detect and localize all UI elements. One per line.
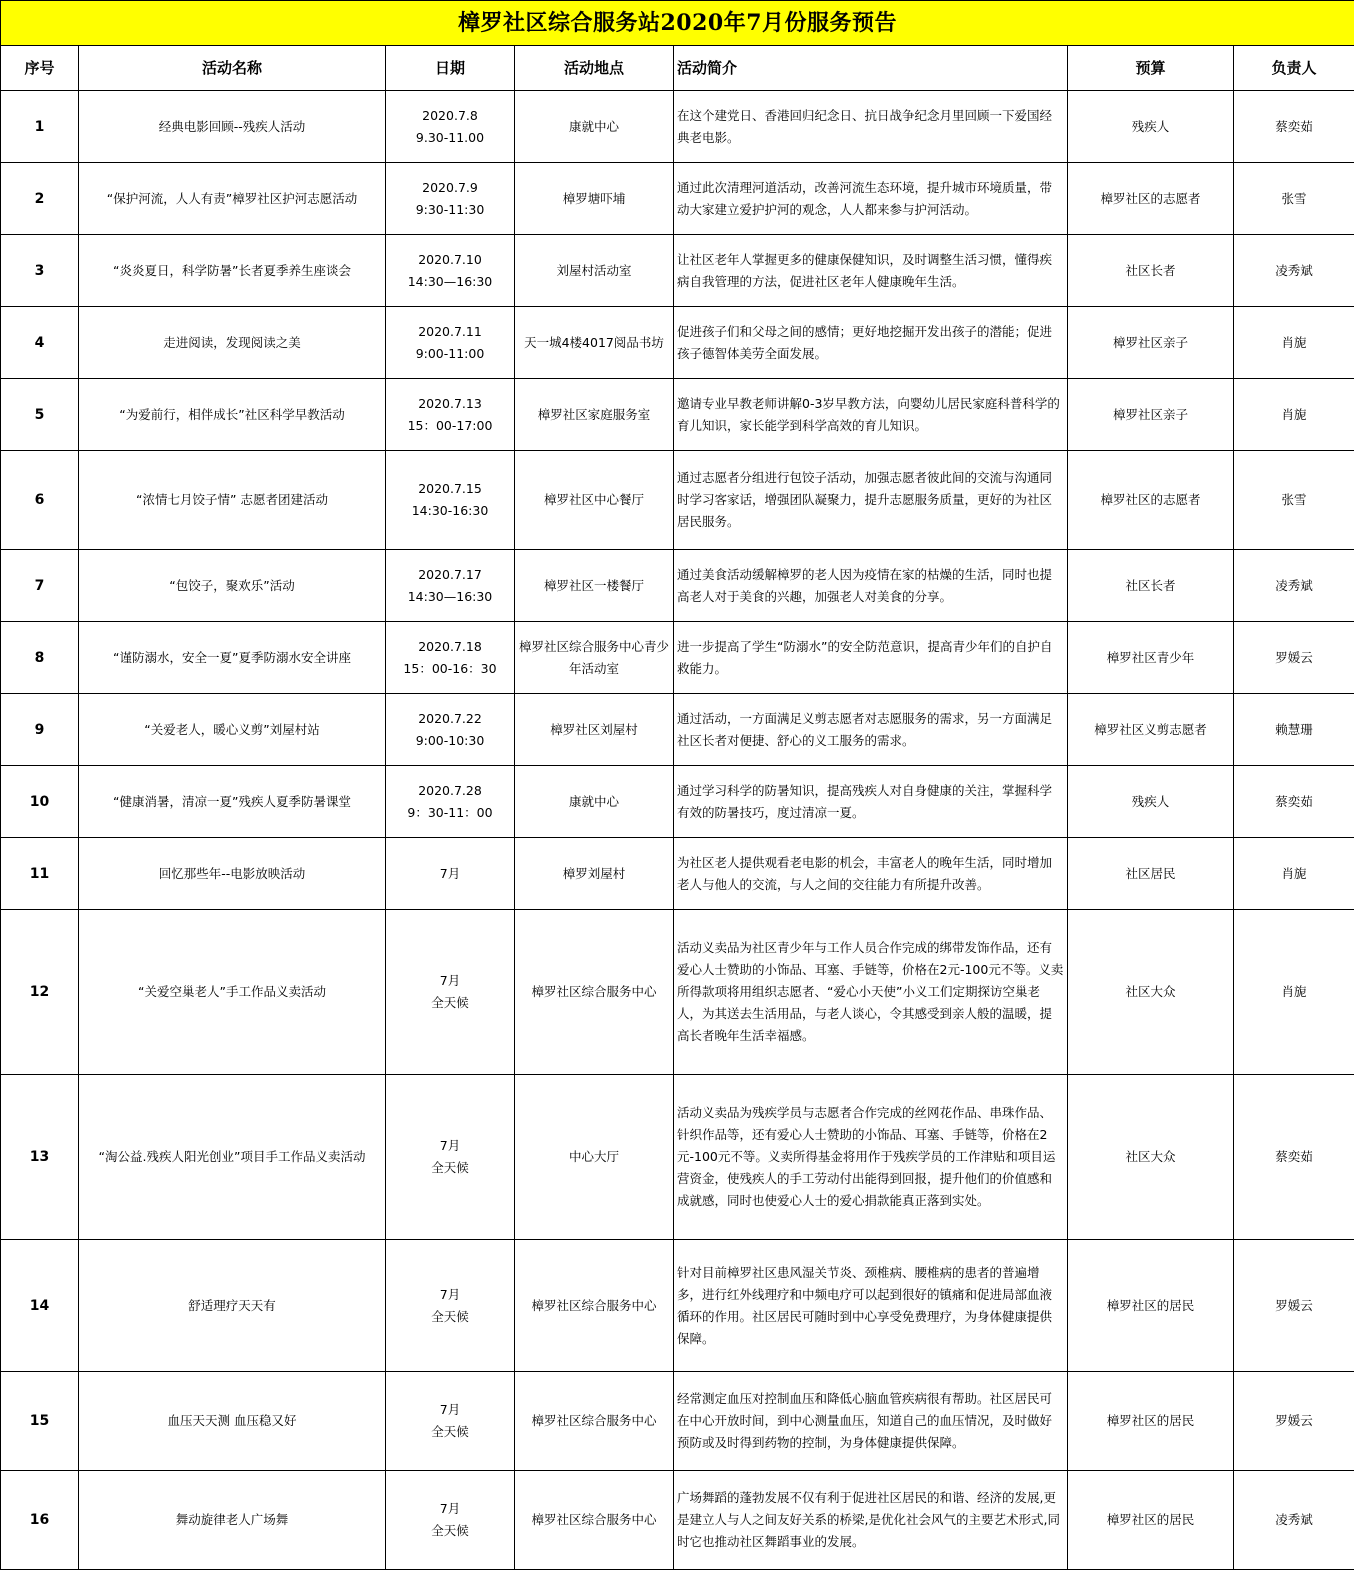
row-number [1,622,79,694]
activity-location [515,379,674,451]
activity-date [386,1240,515,1372]
activity-name-text: “包饺子，聚欢乐”活动 [169,577,295,593]
activity-owner [1234,235,1354,307]
activity-location-text: 樟罗社区综合服务中心 [531,1512,657,1527]
row-number-text: 1 [34,118,45,135]
table-row [1,91,1354,163]
activity-location-text: 樟罗社区综合服务中心 [531,1297,657,1313]
activity-name [79,163,386,235]
activity-name [79,838,386,910]
activity-date [386,838,515,910]
activity-description-text: 为社区老人提供观看老电影的机会，丰富老人的晚年生活，同时增加老人与他人的交流，与人之间的交往能力有所提升改善。 [677,854,1053,892]
activity-budget [1068,550,1234,622]
table-row [1,235,1354,307]
activity-budget [1068,307,1234,379]
activity-date [386,1075,515,1240]
time-line: 9:00-11:00 [415,345,485,361]
table-row [1,838,1354,910]
activity-location [515,1372,674,1471]
activity-description [674,379,1068,451]
activity-owner-text: 蔡奕茹 [1275,118,1313,134]
activity-name [79,910,386,1075]
activity-description-text: 邀请专业早教老师讲解0-3岁早教方法，向婴幼儿居民家庭科普科学的育儿知识，家长能学到科学高效的育儿知识。 [677,395,1060,433]
activity-description-text: 活动义卖品为社区青少年与工作人员合作完成的绑带发饰作品，还有爱心人士赞助的小饰品、耳塞、手链等，价格在2元-100元不等。义卖所得款项将用组织志愿者、“爱心小天使”小义工们定期探访空巢老人，为其送去生活用品，与老人谈心，令其感受到亲人般的温暖，提高长者晚年生活幸福感。 [677,940,1064,1043]
date-line: 7月 [439,865,461,881]
header-location: 活动地点 [515,46,674,91]
activity-name-text: “炎炎夏日，科学防暑”长者夏季养生座谈会 [113,262,351,278]
table-row [1,1471,1354,1570]
row-number [1,235,79,307]
activity-description [674,622,1068,694]
row-number-text: 12 [29,984,50,1000]
date-line: 2020.7.9 [422,179,478,195]
activity-owner [1234,1471,1354,1570]
page-title: 樟罗社区综合服务站2020年7月份服务预告 [1,1,1354,46]
activity-location [515,694,674,766]
activity-name [79,550,386,622]
activity-owner-text: 肖旎 [1281,984,1307,999]
activity-owner-text: 蔡奕茹 [1275,1149,1313,1164]
activity-owner [1234,766,1354,838]
activity-name-text: “关爱老人，暖心义剪”刘屋村站 [144,721,320,737]
activity-location [515,766,674,838]
activity-budget-text: 樟罗社区义剪志愿者 [1094,721,1207,737]
date-line: 7月 [439,1501,461,1516]
activity-date [386,694,515,766]
activity-name-text: “谨防溺水，安全一夏”夏季防溺水安全讲座 [113,649,351,665]
activity-budget-text: 社区大众 [1125,1149,1176,1164]
date-line: 7月 [439,1402,461,1417]
row-number [1,307,79,379]
activity-date [386,235,515,307]
row-number-text: 4 [34,334,45,351]
activity-owner-text: 蔡奕茹 [1275,793,1313,809]
activity-description-text: 针对目前樟罗社区患风湿关节炎、颈椎病、腰椎病的患者的普遍增多，进行红外线理疗和中频电疗可以起到很好的镇痛和促进局部血液循环的作用。社区居民可随时到中心享受免费理疗，为身体健康提供保障。 [677,1264,1053,1346]
row-number-text: 15 [29,1413,50,1429]
activity-name [79,766,386,838]
activity-name-text: 回忆那些年--电影放映活动 [158,865,306,881]
activity-budget [1068,1372,1234,1471]
row-number-text: 11 [29,865,50,882]
row-number-text: 13 [29,1149,50,1165]
date-line: 2020.7.18 [418,638,482,654]
row-number [1,379,79,451]
activity-description-text: 进一步提高了学生“防溺水”的安全防范意识，提高青少年们的自护自救能力。 [677,638,1053,676]
activity-budget-text: 樟罗社区亲子 [1112,334,1188,350]
time-line: 9：30-11：00 [407,804,493,820]
row-number [1,838,79,910]
activity-description-text: 通过活动，一方面满足义剪志愿者对志愿服务的需求，另一方面满足社区长者对便捷、舒心的义工服务的需求。 [677,710,1053,748]
activity-owner-text: 张雪 [1281,492,1307,507]
activity-owner [1234,91,1354,163]
activity-date [386,451,515,550]
activity-budget [1068,1240,1234,1372]
row-number-text: 7 [34,577,45,594]
activity-location-text: 樟罗社区综合服务中心青少年活动室 [518,638,669,676]
time-line: 全天候 [431,1523,469,1538]
activity-budget [1068,379,1234,451]
date-line: 2020.7.15 [418,481,482,496]
header-date: 日期 [386,46,515,91]
activity-budget-text: 樟罗社区亲子 [1112,406,1188,422]
time-line: 14:30-16:30 [411,503,489,518]
activity-description-text: 通过志愿者分组进行包饺子活动，加强志愿者彼此间的交流与沟通同时学习客家话，增强团队凝聚力，提升志愿服务质量，更好的为社区居民服务。 [677,470,1053,529]
activity-description [674,694,1068,766]
activity-name-text: “保护河流，人人有责”樟罗社区护河志愿活动 [106,190,358,206]
activity-date [386,910,515,1075]
activity-budget-text: 社区长者 [1125,577,1176,593]
activity-description [674,235,1068,307]
activity-name-text: “淘公益.残疾人阳光创业”项目手工作品义卖活动 [98,1149,366,1164]
activity-name-text: 舞动旋律老人广场舞 [175,1512,289,1527]
header-owner: 负责人 [1234,46,1354,91]
time-line: 全天候 [431,1308,469,1324]
activity-date [386,91,515,163]
header-no: 序号 [1,46,79,91]
activity-location-text: 樟罗社区中心餐厅 [543,492,644,507]
activity-name-text: “浓情七月饺子情” 志愿者团建活动 [136,492,328,507]
table-body [1,91,1354,1570]
activity-location [515,838,674,910]
activity-location [515,451,674,550]
activity-owner-text: 凌秀斌 [1275,1512,1313,1527]
activity-description-text: 经常测定血压对控制血压和降低心脑血管疾病很有帮助。社区居民可在中心开放时间，到中心测量血压，知道自己的血压情况，及时做好预防或及时得到药物的控制，为身体健康提供保障。 [677,1391,1053,1450]
activity-description [674,1075,1068,1240]
row-number-text: 9 [34,721,45,738]
activity-description [674,1240,1068,1372]
time-line: 9.30-11.00 [415,129,485,145]
time-line: 14:30—16:30 [407,588,493,604]
activity-description [674,766,1068,838]
activity-name [79,1075,386,1240]
table-row [1,379,1354,451]
activity-date [386,307,515,379]
activity-budget [1068,91,1234,163]
activity-location-text: 天一城4楼4017阅品书坊 [524,334,664,350]
activity-budget-text: 樟罗社区的居民 [1106,1512,1195,1527]
activity-budget-text: 樟罗社区青少年 [1106,649,1195,665]
table-row [1,1372,1354,1471]
row-number [1,1471,79,1570]
table-row [1,622,1354,694]
activity-owner-text: 凌秀斌 [1275,577,1313,593]
activity-owner [1234,1240,1354,1372]
activity-description [674,163,1068,235]
activity-date [386,163,515,235]
activity-owner [1234,622,1354,694]
activity-description [674,838,1068,910]
activity-name [79,91,386,163]
activity-location [515,235,674,307]
activity-budget [1068,1471,1234,1570]
header-budget: 预算 [1068,46,1234,91]
row-number [1,550,79,622]
date-line: 7月 [439,973,461,988]
date-line: 7月 [439,1286,461,1302]
activity-description-text: 活动义卖品为残疾学员与志愿者合作完成的丝网花作品、串珠作品、针织作品等，还有爱心人士赞助的小饰品、耳塞、手链等，价格在2元-100元不等。义卖所得基金将用作于残疾学员的工作津贴和项目运营资金，使残疾人的手工劳动付出能得到回报，提升他们的价值感和成就感，同时也使爱心人士的爱心捐款能真正落到实处。 [677,1105,1056,1208]
activity-description-text: 通过学习科学的防暑知识，提高残疾人对自身健康的关注，掌握科学有效的防暑技巧，度过清凉一夏。 [677,782,1053,820]
activity-owner-text: 张雪 [1281,190,1307,206]
activity-budget [1068,838,1234,910]
activity-name-text: 走进阅读，发现阅读之美 [163,334,301,350]
table-row [1,910,1354,1075]
date-line: 7月 [439,1138,461,1153]
activity-name-text: 舒适理疗天天有 [188,1297,276,1313]
activity-location [515,910,674,1075]
activity-description [674,550,1068,622]
header-description: 活动简介 [674,46,1068,91]
date-line: 2020.7.28 [418,782,482,798]
activity-location [515,1240,674,1372]
date-line: 2020.7.10 [418,251,482,267]
row-number-text: 2 [34,190,45,207]
activity-budget [1068,451,1234,550]
time-line: 15：00-17:00 [407,417,493,433]
activity-location [515,163,674,235]
header-activity-name: 活动名称 [79,46,386,91]
row-number [1,694,79,766]
activity-description [674,91,1068,163]
activity-owner [1234,1372,1354,1471]
activity-name [79,235,386,307]
activity-description-text: 通过美食活动缓解樟罗的老人因为疫情在家的枯燥的生活，同时也提高老人对于美食的兴趣，加强老人对美食的分享。 [677,566,1053,604]
activity-location-text: 樟罗社区一楼餐厅 [543,577,644,593]
activity-description [674,451,1068,550]
time-line: 14:30—16:30 [407,273,493,289]
activity-budget-text: 社区大众 [1125,984,1176,999]
activity-owner-text: 凌秀斌 [1275,262,1313,278]
activity-location-text: 樟罗社区综合服务中心 [531,984,657,999]
activity-date [386,379,515,451]
activity-name [79,1240,386,1372]
row-number [1,1240,79,1372]
activity-description [674,1372,1068,1471]
activity-budget [1068,766,1234,838]
activity-budget-text: 社区长者 [1125,262,1176,278]
row-number-text: 3 [34,262,45,279]
row-number [1,910,79,1075]
activity-owner-text: 肖旎 [1281,865,1307,881]
activity-owner-text: 肖旎 [1281,334,1307,350]
date-line: 2020.7.17 [418,566,482,582]
header-row [1,46,1354,91]
activity-location-text: 樟罗社区综合服务中心 [531,1413,657,1428]
activity-budget-text: 残疾人 [1131,793,1170,809]
activity-location-text: 樟罗社区家庭服务室 [537,406,651,422]
activity-budget [1068,910,1234,1075]
row-number-text: 6 [34,492,45,508]
activity-budget [1068,622,1234,694]
activity-name [79,307,386,379]
activity-owner [1234,838,1354,910]
row-number [1,91,79,163]
row-number-text: 16 [29,1512,50,1528]
time-line: 15：00-16：30 [403,660,497,676]
activity-budget-text: 残疾人 [1131,118,1170,134]
activity-name [79,451,386,550]
table-row [1,550,1354,622]
time-line: 全天候 [431,1160,469,1175]
activity-owner-text: 肖旎 [1281,406,1307,422]
activity-budget-text: 樟罗社区的居民 [1106,1413,1195,1428]
activity-budget-text: 社区居民 [1125,865,1176,881]
activity-name [79,379,386,451]
activity-name [79,694,386,766]
activity-owner [1234,163,1354,235]
activity-date [386,550,515,622]
activity-owner [1234,307,1354,379]
activity-date [386,1471,515,1570]
activity-owner-text: 罗媛云 [1275,1413,1313,1428]
row-number-text: 8 [34,649,45,666]
activity-location-text: 樟罗社区刘屋村 [550,721,638,737]
activity-description [674,307,1068,379]
date-line: 2020.7.8 [422,107,478,123]
activity-date [386,1372,515,1471]
date-line: 2020.7.11 [418,323,482,339]
activity-location [515,550,674,622]
activity-date [386,766,515,838]
activity-name-text: “健康消暑，清凉一夏”残疾人夏季防暑课堂 [113,793,351,809]
activity-name [79,622,386,694]
activity-location-text: 樟罗刘屋村 [562,865,626,881]
activity-name-text: “关爱空巢老人”手工作品义卖活动 [138,984,326,999]
row-number-text: 10 [29,793,50,810]
activity-description-text: 让社区老年人掌握更多的健康保健知识，及时调整生活习惯，懂得疾病自我管理的方法，促进社区老年人健康晚年生活。 [677,251,1053,289]
table-row [1,1075,1354,1240]
activity-budget-text: 樟罗社区的志愿者 [1100,492,1201,507]
activity-owner [1234,550,1354,622]
activity-owner [1234,1075,1354,1240]
activity-budget-text: 樟罗社区的居民 [1106,1297,1195,1313]
activity-owner-text: 赖慧珊 [1275,721,1313,737]
activity-name-text: “为爱前行，相伴成长”社区科学早教活动 [119,406,345,422]
activity-location-text: 樟罗塘吓埔 [562,190,626,206]
activity-name-text: 经典电影回顾--残疾人活动 [158,118,306,134]
activity-budget [1068,235,1234,307]
activity-location [515,91,674,163]
activity-owner [1234,910,1354,1075]
row-number [1,1372,79,1471]
table-row [1,307,1354,379]
activity-date [386,622,515,694]
row-number [1,163,79,235]
activity-owner-text: 罗媛云 [1275,649,1313,665]
activity-location-text: 康就中心 [568,793,619,809]
activity-description-text: 促进孩子们和父母之间的感情；更好地挖掘开发出孩子的潜能；促进孩子德智体美劳全面发展。 [677,323,1053,361]
activity-owner-text: 罗媛云 [1275,1297,1313,1313]
table-row [1,1240,1354,1372]
time-line: 全天候 [431,995,469,1010]
activity-description [674,910,1068,1075]
activity-owner [1234,379,1354,451]
activity-description [674,1471,1068,1570]
activity-owner [1234,451,1354,550]
activity-location [515,307,674,379]
table-row [1,451,1354,550]
row-number-text: 5 [34,406,45,423]
activity-location-text: 刘屋村活动室 [556,262,632,278]
row-number [1,1075,79,1240]
row-number-text: 14 [29,1297,50,1314]
date-line: 2020.7.13 [418,395,482,411]
activity-description-text: 通过此次清理河道活动，改善河流生态环境，提升城市环境质量，带动大家建立爱护护河的观念，人人都来参与护河活动。 [677,179,1053,217]
time-line: 9:00-10:30 [415,732,485,748]
activity-location [515,622,674,694]
activity-location [515,1471,674,1570]
activity-description-text: 广场舞蹈的蓬勃发展不仅有利于促进社区居民的和谐、经济的发展,更是建立人与人之间友好关系的桥梁,是优化社会风气的主要艺术形式,同时它也推动社区舞蹈事业的发展。 [677,1490,1060,1549]
activity-owner [1234,694,1354,766]
activity-name-text: 血压天天测 血压稳又好 [167,1413,297,1428]
activity-name [79,1471,386,1570]
date-line: 2020.7.22 [418,710,482,726]
activity-location-text: 康就中心 [568,118,619,134]
activity-description-text: 在这个建党日、香港回归纪念日、抗日战争纪念月里回顾一下爱国经典老电影。 [677,107,1053,145]
table-row [1,766,1354,838]
row-number [1,451,79,550]
table-row [1,694,1354,766]
activity-budget [1068,694,1234,766]
activity-location-text: 中心大厅 [568,1149,619,1164]
row-number [1,766,79,838]
activity-location [515,1075,674,1240]
time-line: 9:30-11:30 [415,201,485,217]
activity-name [79,1372,386,1471]
table-row [1,163,1354,235]
time-line: 全天候 [431,1424,469,1439]
activity-budget-text: 樟罗社区的志愿者 [1100,190,1201,206]
activity-budget [1068,1075,1234,1240]
activity-budget [1068,163,1234,235]
